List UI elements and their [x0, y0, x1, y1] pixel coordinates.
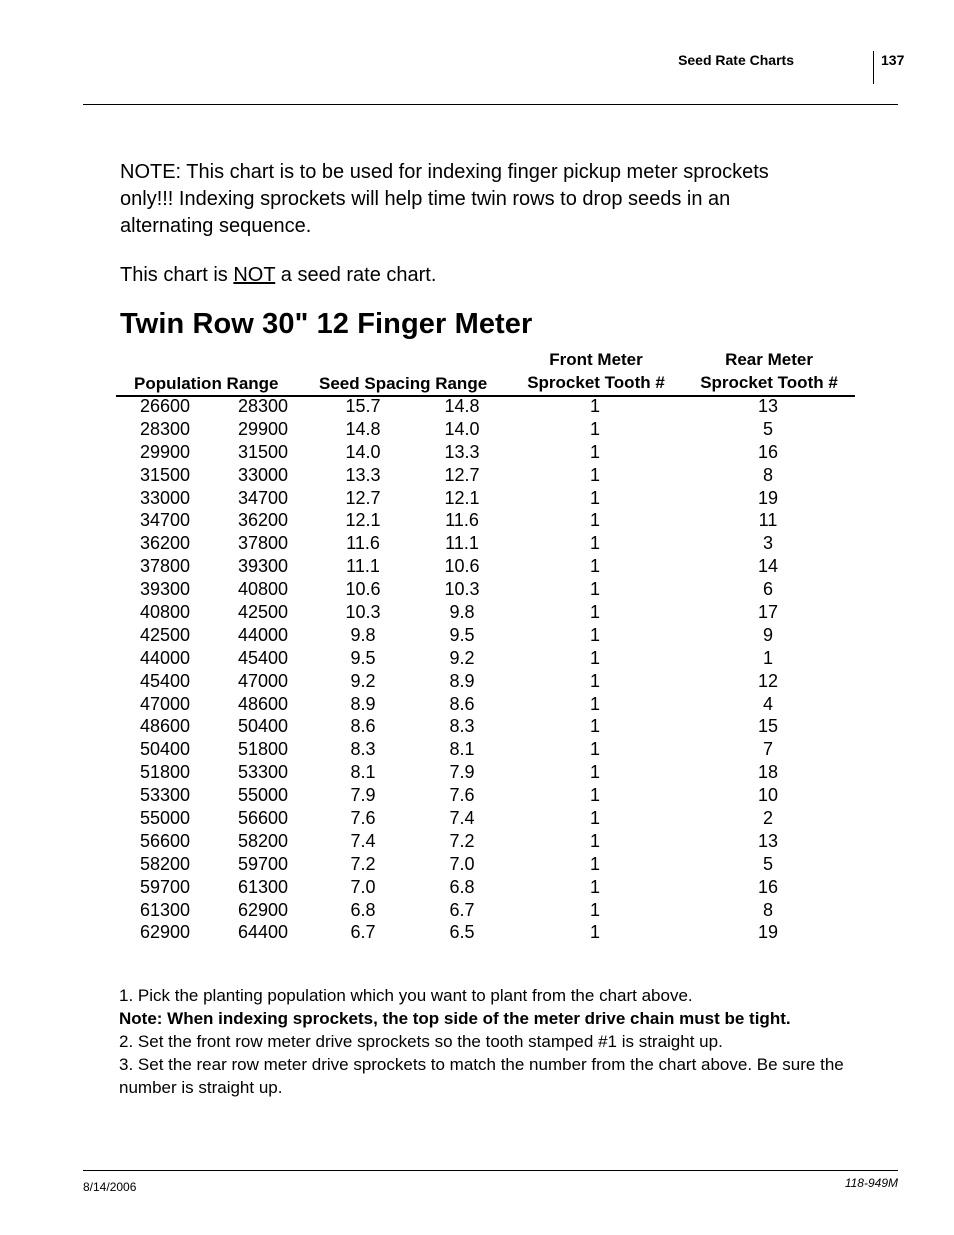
cell-population-min: 47000 [139, 693, 191, 714]
cell-front-tooth: 1 [589, 487, 600, 508]
cell-spacing-min: 12.7 [444, 464, 480, 485]
cell-population-max: 29900 [237, 418, 289, 439]
cell-spacing-max: 6.8 [350, 899, 376, 920]
cell-population-max: 40800 [237, 579, 289, 600]
cell-front-tooth: 1 [589, 785, 600, 806]
disclaimer-before: This chart is [120, 264, 234, 286]
cell-population-min: 37800 [139, 556, 191, 577]
cell-population-min: 48600 [139, 716, 191, 737]
cell-population-max: 33000 [237, 464, 289, 485]
cell-population-min: 58200 [139, 853, 191, 874]
cell-front-tooth: 1 [589, 739, 600, 760]
cell-rear-tooth: 8 [762, 464, 773, 485]
cell-population-min: 44000 [139, 647, 191, 668]
table-row [0, 670, 954, 693]
cell-spacing-min: 9.2 [449, 647, 475, 668]
cell-rear-tooth: 19 [757, 922, 779, 943]
cell-spacing-min: 7.2 [449, 830, 475, 851]
cell-spacing-max: 10.3 [345, 602, 381, 623]
cell-spacing-max: 12.1 [345, 510, 381, 531]
cell-spacing-min: 9.8 [449, 602, 475, 623]
cell-rear-tooth: 16 [757, 876, 779, 897]
cell-spacing-min: 12.1 [444, 487, 480, 508]
cell-spacing-min: 8.6 [449, 693, 475, 714]
cell-spacing-max: 10.6 [345, 579, 381, 600]
cell-spacing-min: 8.1 [449, 739, 475, 760]
cell-population-max: 34700 [237, 487, 289, 508]
cell-front-tooth: 1 [589, 808, 600, 829]
cell-rear-tooth: 2 [762, 808, 773, 829]
table-row [0, 738, 954, 761]
cell-spacing-min: 13.3 [444, 441, 480, 462]
table-body [0, 395, 954, 944]
cell-front-tooth: 1 [589, 670, 600, 691]
cell-population-max: 31500 [237, 441, 289, 462]
cell-population-max: 39300 [237, 556, 289, 577]
table-row [0, 853, 954, 876]
cell-front-tooth: 1 [589, 396, 600, 416]
cell-rear-tooth: 6 [762, 579, 773, 600]
header-front-meter-line1: Front Meter [549, 350, 643, 369]
cell-rear-tooth: 15 [757, 716, 779, 737]
cell-spacing-max: 7.2 [350, 853, 376, 874]
table-row [0, 830, 954, 853]
cell-front-tooth: 1 [589, 464, 600, 485]
cell-population-max: 36200 [237, 510, 289, 531]
cell-spacing-max: 7.0 [350, 876, 376, 897]
cell-spacing-max: 13.3 [345, 464, 381, 485]
cell-population-max: 45400 [237, 647, 289, 668]
cell-front-tooth: 1 [589, 418, 600, 439]
cell-front-tooth: 1 [589, 830, 600, 851]
cell-population-min: 29900 [139, 441, 191, 462]
cell-spacing-min: 14.8 [444, 396, 480, 416]
table-row [0, 693, 954, 716]
cell-population-min: 36200 [139, 533, 191, 554]
header-seed-spacing-range: Seed Spacing Range [319, 374, 488, 393]
cell-spacing-max: 12.7 [345, 487, 381, 508]
instructions [119, 984, 869, 1099]
cell-spacing-max: 9.2 [350, 670, 376, 691]
cell-spacing-min: 7.9 [449, 762, 475, 783]
cell-spacing-max: 14.8 [345, 418, 381, 439]
cell-rear-tooth: 10 [757, 785, 779, 806]
cell-front-tooth: 1 [589, 899, 600, 920]
table-row [0, 807, 954, 830]
cell-population-min: 56600 [139, 830, 191, 851]
cell-population-max: 42500 [237, 602, 289, 623]
cell-spacing-max: 7.6 [350, 808, 376, 829]
cell-population-max: 62900 [237, 899, 289, 920]
header-front-meter [519, 348, 673, 394]
cell-spacing-max: 11.6 [346, 533, 380, 554]
table-row [0, 395, 954, 418]
disclaimer-emphasis: NOT [233, 264, 276, 286]
cell-population-min: 40800 [139, 602, 191, 623]
cell-rear-tooth: 16 [757, 441, 779, 462]
cell-spacing-max: 14.0 [345, 441, 381, 462]
table-row [0, 876, 954, 899]
cell-front-tooth: 1 [589, 441, 600, 462]
page-number: 137 [881, 52, 905, 68]
cell-front-tooth: 1 [589, 647, 600, 668]
cell-spacing-min: 9.5 [449, 624, 475, 645]
cell-front-tooth: 1 [589, 876, 600, 897]
disclaimer-after: a seed rate chart. [275, 264, 437, 286]
cell-spacing-min: 7.6 [449, 785, 475, 806]
cell-spacing-min: 7.4 [449, 808, 475, 829]
cell-rear-tooth: 5 [762, 418, 773, 439]
cell-population-min: 28300 [139, 418, 191, 439]
header-population-range: Population Range [134, 374, 279, 393]
header-rule [83, 104, 898, 105]
cell-spacing-min: 6.8 [449, 876, 475, 897]
cell-front-tooth: 1 [589, 762, 600, 783]
table-row [0, 761, 954, 784]
cell-population-min: 26600 [139, 396, 191, 416]
cell-population-min: 51800 [139, 762, 191, 783]
cell-front-tooth: 1 [589, 556, 600, 577]
cell-spacing-max: 6.7 [350, 922, 376, 943]
cell-population-min: 62900 [139, 922, 191, 943]
cell-population-max: 37800 [237, 533, 289, 554]
cell-spacing-min: 8.9 [449, 670, 475, 691]
cell-population-max: 56600 [237, 808, 289, 829]
cell-rear-tooth: 17 [757, 602, 779, 623]
instruction-step-2: 2. Set the front row meter drive sprockets so the tooth stamped #1 is straight up. [119, 1032, 723, 1051]
cell-population-max: 55000 [237, 785, 289, 806]
table-row [0, 578, 954, 601]
header-rear-meter [691, 348, 847, 394]
cell-rear-tooth: 5 [762, 853, 773, 874]
cell-spacing-max: 9.8 [350, 624, 376, 645]
table-row [0, 647, 954, 670]
cell-spacing-max: 11.1 [346, 556, 380, 577]
cell-rear-tooth: 7 [762, 739, 773, 760]
footer-doc-number: 118-949M [844, 1176, 898, 1190]
footer-date: 8/14/2006 [83, 1180, 137, 1194]
cell-population-max: 48600 [237, 693, 289, 714]
header-rear-meter-line1: Rear Meter [725, 350, 813, 369]
cell-spacing-max: 9.5 [350, 647, 376, 668]
cell-population-min: 61300 [139, 899, 191, 920]
header-rear-meter-line2: Sprocket Tooth # [700, 373, 838, 392]
cell-front-tooth: 1 [589, 922, 600, 943]
indexing-note: NOTE: This chart is to be used for indexing finger pickup meter sprockets only!!! Indexing sprockets will help time twin rows to drop seeds in an alternating sequence. [120, 161, 769, 237]
cell-spacing-min: 11.1 [445, 533, 479, 554]
cell-population-max: 64400 [237, 922, 289, 943]
cell-spacing-max: 8.9 [350, 693, 376, 714]
disclaimer [120, 262, 436, 288]
cell-spacing-min: 14.0 [444, 418, 480, 439]
cell-rear-tooth: 8 [762, 899, 773, 920]
cell-front-tooth: 1 [589, 624, 600, 645]
cell-front-tooth: 1 [589, 716, 600, 737]
cell-front-tooth: 1 [589, 510, 600, 531]
footer-rule [83, 1170, 898, 1171]
cell-spacing-min: 7.0 [449, 853, 475, 874]
cell-population-max: 47000 [237, 670, 289, 691]
cell-population-min: 59700 [139, 876, 191, 897]
cell-spacing-max: 15.7 [345, 396, 381, 416]
table-row [0, 601, 954, 624]
table-row [0, 487, 954, 510]
cell-population-max: 44000 [237, 624, 289, 645]
cell-population-min: 39300 [139, 579, 191, 600]
cell-population-max: 50400 [237, 716, 289, 737]
cell-rear-tooth: 1 [762, 647, 773, 668]
cell-rear-tooth: 18 [757, 762, 779, 783]
cell-front-tooth: 1 [589, 533, 600, 554]
table-row [0, 624, 954, 647]
cell-spacing-max: 7.9 [350, 785, 376, 806]
cell-rear-tooth: 12 [757, 670, 779, 691]
table-row [0, 418, 954, 441]
header-front-meter-line2: Sprocket Tooth # [527, 373, 665, 392]
cell-spacing-min: 10.6 [444, 556, 480, 577]
cell-spacing-min: 6.5 [449, 922, 475, 943]
cell-population-max: 28300 [237, 396, 289, 416]
cell-population-min: 53300 [139, 785, 191, 806]
cell-spacing-max: 8.6 [350, 716, 376, 737]
cell-population-max: 61300 [237, 876, 289, 897]
cell-front-tooth: 1 [589, 853, 600, 874]
cell-rear-tooth: 19 [757, 487, 779, 508]
instruction-note: Note: When indexing sprockets, the top side of the meter drive chain must be tight. [119, 1009, 791, 1028]
cell-population-min: 42500 [139, 624, 191, 645]
cell-front-tooth: 1 [589, 579, 600, 600]
section-title: Seed Rate Charts [678, 52, 794, 68]
table-row [0, 784, 954, 807]
cell-spacing-min: 10.3 [444, 579, 480, 600]
cell-population-max: 58200 [237, 830, 289, 851]
cell-rear-tooth: 4 [762, 693, 773, 714]
cell-population-min: 34700 [139, 510, 191, 531]
table-row [0, 509, 954, 532]
cell-rear-tooth: 9 [762, 624, 773, 645]
cell-spacing-max: 7.4 [350, 830, 376, 851]
cell-rear-tooth: 11 [758, 510, 778, 531]
cell-population-max: 51800 [237, 739, 289, 760]
header-divider [873, 51, 874, 84]
cell-population-min: 50400 [139, 739, 191, 760]
cell-rear-tooth: 3 [762, 533, 773, 554]
cell-front-tooth: 1 [589, 602, 600, 623]
cell-spacing-max: 8.3 [350, 739, 376, 760]
table-row [0, 532, 954, 555]
cell-spacing-max: 8.1 [350, 762, 376, 783]
table-title: Twin Row 30" 12 Finger Meter [120, 308, 533, 340]
cell-rear-tooth: 13 [757, 396, 779, 416]
cell-population-min: 55000 [139, 808, 191, 829]
cell-rear-tooth: 13 [757, 830, 779, 851]
cell-population-max: 59700 [237, 853, 289, 874]
table-row [0, 555, 954, 578]
cell-spacing-min: 11.6 [445, 510, 479, 531]
cell-rear-tooth: 14 [757, 556, 779, 577]
table-row [0, 441, 954, 464]
table-row [0, 899, 954, 922]
instruction-step-3: 3. Set the rear row meter drive sprockets to match the number from the chart above. Be sure the number is straight up. [119, 1055, 844, 1097]
cell-population-min: 45400 [139, 670, 191, 691]
cell-population-max: 53300 [237, 762, 289, 783]
cell-population-min: 33000 [139, 487, 191, 508]
cell-spacing-min: 6.7 [449, 899, 475, 920]
table-row [0, 464, 954, 487]
cell-front-tooth: 1 [589, 693, 600, 714]
table-row [0, 921, 954, 944]
cell-spacing-min: 8.3 [449, 716, 475, 737]
table-row [0, 715, 954, 738]
cell-population-min: 31500 [139, 464, 191, 485]
instruction-step-1: 1. Pick the planting population which you want to plant from the chart above. [119, 986, 693, 1005]
